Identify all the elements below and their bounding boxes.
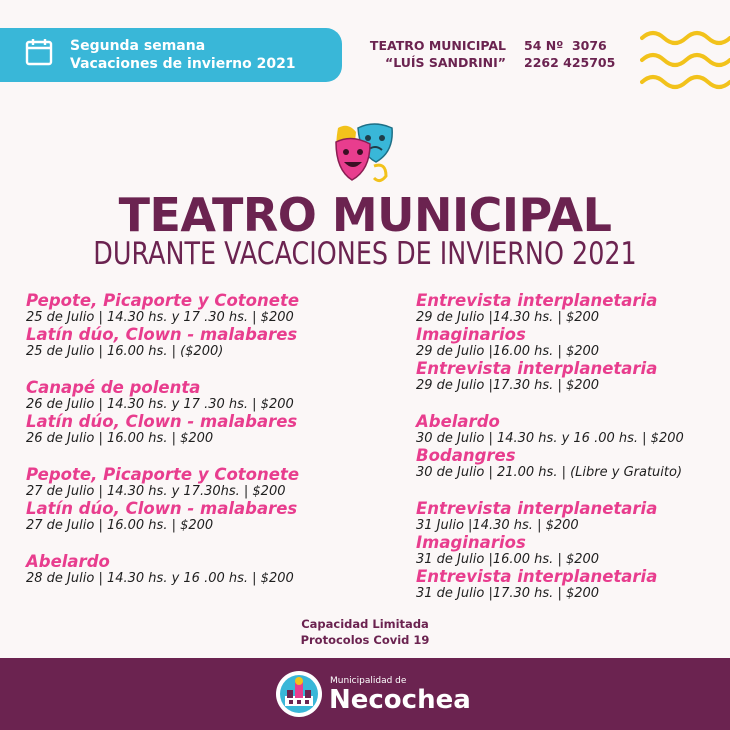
schedule-group [26,292,366,360]
page-title: TEATRO MUNICIPAL [118,188,612,242]
show-dates: 26 de Julio | 16.00 hs. | $200 [26,431,214,446]
show-dates: 25 de Julio | 16.00 hs. | ($200) [26,344,224,359]
show-title: Latín dúo, Clown - malabares [26,325,298,344]
theater-masks-icon [330,122,400,190]
show-title: Entrevista interplanetaria [416,359,658,378]
show-dates: 26 de Julio | 14.30 hs. y 17 .30 hs. | $200 [26,397,294,412]
schedule-group [26,379,366,447]
schedule-group [416,500,726,602]
logo-subtitle: Municipalidad de [330,676,407,686]
venue-line-2: “LUÍS SANDRINI” [384,55,506,70]
show-title: Entrevista interplanetaria [416,567,658,586]
show-title: Abelardo [26,552,110,571]
footer-bar [0,658,730,730]
show-title: Imaginarios [416,533,526,552]
schedule-group [416,413,726,481]
schedule-left-column [26,292,366,606]
schedule-group [416,292,726,394]
show-title: Entrevista interplanetaria [416,291,658,310]
necochea-logo-icon [275,670,323,718]
venue-contact [524,37,624,71]
week-banner [0,28,342,82]
schedule-right-column [416,292,726,621]
calendar-icon [24,37,54,67]
show-dates: 25 de Julio | 14.30 hs. y 17 .30 hs. | $200 [26,310,294,325]
show-dates: 29 de Julio |17.30 hs. | $200 [416,378,600,393]
venue-name [360,37,506,71]
capacity-note: Capacidad Limitada [301,617,429,631]
protocols-note: Protocolos Covid 19 [300,633,430,647]
show-dates: 31 de Julio |16.00 hs. | $200 [416,552,600,567]
show-dates: 27 de Julio | 14.30 hs. y 17.30hs. | $200 [26,484,286,499]
show-dates: 29 de Julio |14.30 hs. | $200 [416,310,600,325]
schedule-group [26,553,366,587]
show-title: Latín dúo, Clown - malabares [26,412,298,431]
wave-decoration-icon [640,26,730,94]
show-title: Bodangres [416,446,516,465]
show-title: Pepote, Picaporte y Cotonete [26,291,300,310]
show-dates: 27 de Julio | 16.00 hs. | $200 [26,518,214,533]
venue-phone: 2262 425705 [524,55,616,70]
show-title: Entrevista interplanetaria [416,499,658,518]
schedule-group [26,466,366,534]
logo-title: Necochea [329,685,471,715]
banner-line-1: Segunda semana [70,38,206,54]
show-title: Latín dúo, Clown - malabares [26,499,298,518]
page-subtitle: DURANTE VACACIONES DE INVIERNO 2021 [93,236,637,272]
banner-line-2: Vacaciones de invierno 2021 [70,56,296,72]
show-dates: 29 de Julio |16.00 hs. | $200 [416,344,600,359]
show-dates: 28 de Julio | 14.30 hs. y 16 .00 hs. | $200 [26,571,294,586]
venue-address: 54 Nº 3076 [524,38,607,53]
show-dates: 31 Julio |14.30 hs. | $200 [416,518,579,533]
venue-line-1: TEATRO MUNICIPAL [369,38,506,53]
show-title: Pepote, Picaporte y Cotonete [26,465,300,484]
show-dates: 31 de Julio |17.30 hs. | $200 [416,586,600,601]
banner-text [70,37,296,73]
show-title: Canapé de polenta [26,378,201,397]
show-dates: 30 de Julio | 21.00 hs. | (Libre y Gratuito) [416,465,683,480]
show-dates: 30 de Julio | 14.30 hs. y 16 .00 hs. | $200 [416,431,684,446]
show-title: Abelardo [416,412,500,431]
show-title: Imaginarios [416,325,526,344]
